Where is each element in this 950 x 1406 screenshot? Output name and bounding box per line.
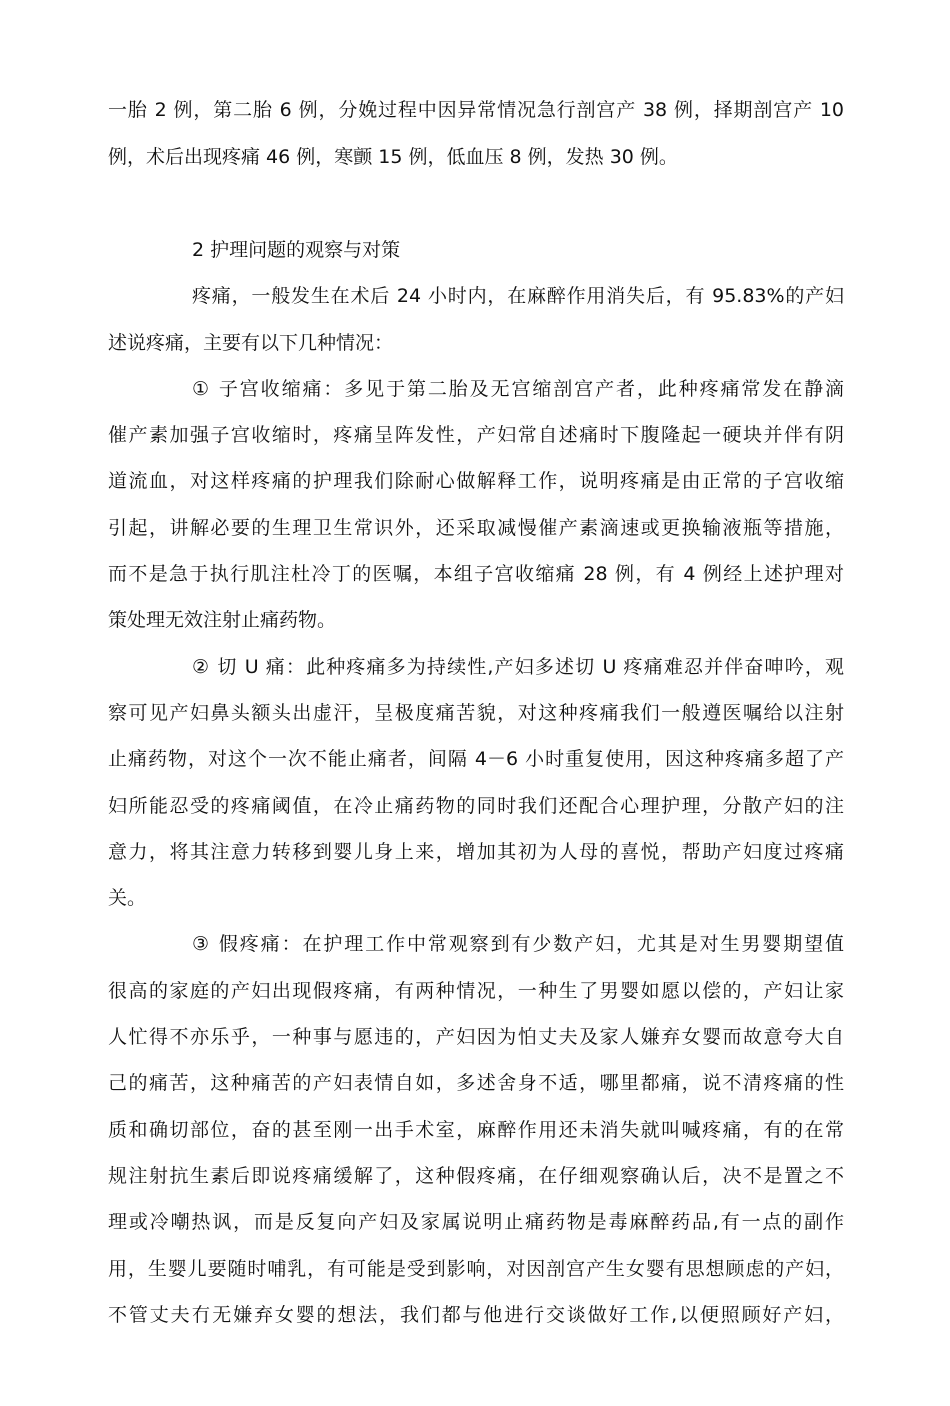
paragraph-line: 疼痛，一般发生在术后 24 小时内，在麻醉作用消失后，有 95.83%的产妇 (192, 285, 844, 307)
paragraph-line: 而不是急于执行肌注杜冷丁的医嘱，本组子宫收缩痛 28 例，有 4 例经上述护理对 (108, 563, 844, 585)
paragraph-line: 止痛药物，对这个一次不能止痛者，间隔 4－6 小时重复使用，因这种疼痛多超了产 (108, 748, 844, 770)
paragraph-line: 引起，讲解必要的生理卫生常识外，还采取减慢催产素滴速或更换输液瓶等措施， (108, 517, 844, 539)
section-heading: 2 护理问题的观察与对策 (192, 239, 401, 261)
paragraph-line: 述说疼痛，主要有以下几种情况： (108, 332, 394, 354)
paragraph-line: 催产素加强子宫收缩时，疼痛呈阵发性，产妇常自述痛时下腹隆起一硬块并伴有阴 (108, 424, 844, 446)
paragraph-line: 一胎 2 例，第二胎 6 例，分娩过程中因异常情况急行剖宫产 38 例，择期剖宫产 10 (108, 99, 844, 121)
paragraph-line: 己的痛苦，这种痛苦的产妇表情自如，多述舍身不适，哪里都痛，说不清疼痛的性 (108, 1072, 844, 1094)
paragraph-line: 很高的家庭的产妇出现假疼痛，有两种情况，一种生了男婴如愿以偿的，产妇让家 (108, 980, 844, 1002)
paragraph-line: 妇所能忍受的疼痛阈值，在冷止痛药物的同时我们还配合心理护理，分散产妇的注 (108, 795, 844, 817)
paragraph-line: 用，生婴儿要随时哺乳，有可能是受到影响，对因剖宫产生女婴有思想顾虑的产妇， (108, 1258, 844, 1280)
paragraph-line: 人忙得不亦乐乎，一种事与愿违的，产妇因为怕丈夫及家人嫌弃女婴而故意夸大自 (108, 1026, 844, 1048)
paragraph-line: 察可见产妇鼻头额头出虚汗，呈极度痛苦貌，对这种疼痛我们一般遵医嘱给以注射 (108, 702, 844, 724)
paragraph-line: 质和确切部位，奋的甚至刚一出手术室，麻醉作用还未消失就叫喊疼痛，有的在常 (108, 1119, 844, 1141)
paragraph-line: 道流血，对这样疼痛的护理我们除耐心做解释工作，说明疼痛是由正常的子宫收缩 (108, 470, 844, 492)
paragraph-line: 例，术后出现疼痛 46 例，寒颤 15 例，低血压 8 例，发热 30 例。 (108, 146, 678, 168)
paragraph-line: 策处理无效注射止痛药物。 (108, 609, 337, 631)
paragraph-line: 理或冷嘲热讽，而是反复向产妇及家属说明止痛药物是毒麻醉药品,有一点的副作 (108, 1211, 844, 1233)
paragraph-line: 意力，将其注意力转移到婴儿身上来，增加其初为人母的喜悦，帮助产妇度过疼痛 (108, 841, 844, 863)
paragraph-line: 不管丈夫冇无嫌弃女婴的想法，我们都与他进行交谈做好工作,以便照顾好产妇， (108, 1304, 844, 1326)
paragraph-line: 规注射抗生素后即说疼痛缓解了，这种假疼痛，在仔细观察确认后，决不是置之不 (108, 1165, 844, 1187)
list-item-line: ② 切 U 痛：此种疼痛多为持续性,产妇多述切 U 疼痛难忍并伴奋呻吟，观 (192, 656, 844, 678)
list-item-line: ① 子宫收缩痛：多见于第二胎及无宫缩剖宫产者，此种疼痛常发在静滴 (192, 378, 844, 400)
paragraph-line: 关。 (108, 887, 147, 909)
list-item-line: ③ 假疼痛：在护理工作中常观察到有少数产妇，尤其是对生男婴期望值 (192, 933, 844, 955)
